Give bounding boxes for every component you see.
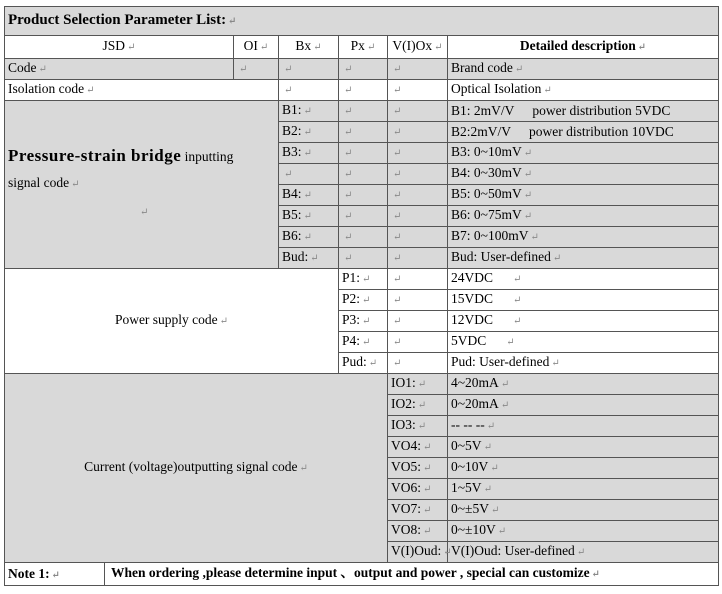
- empty-cell: ↵: [234, 59, 279, 80]
- power-code: Pud: ↵: [339, 353, 388, 374]
- output-code: VO7: ↵: [388, 500, 448, 521]
- output-code: IO3: ↵: [388, 416, 448, 437]
- empty-cell: ↵: [388, 122, 448, 143]
- table-title: Product Selection Parameter List: ↵: [5, 7, 719, 36]
- bridge-code: Bud: ↵: [279, 248, 339, 269]
- header-jsd: JSD ↵: [5, 36, 234, 59]
- power-desc: 24VDC ↵: [448, 269, 719, 290]
- empty-cell: ↵: [388, 164, 448, 185]
- bridge-desc: Bud: User-defined ↵: [448, 248, 719, 269]
- bridge-code: B1: ↵: [279, 101, 339, 122]
- header-oi: OI ↵: [234, 36, 279, 59]
- header-vox: V(I)Ox ↵: [388, 36, 448, 59]
- empty-cell: ↵: [339, 164, 388, 185]
- output-code: VO4: ↵: [388, 437, 448, 458]
- empty-cell: ↵: [388, 206, 448, 227]
- bridge-desc: B1: 2mV/V power distribution 5VDC: [448, 101, 719, 122]
- empty-cell: ↵: [388, 59, 448, 80]
- empty-cell: ↵: [388, 143, 448, 164]
- bridge-code: B2: ↵: [279, 122, 339, 143]
- note-label: Note 1: ↵: [5, 563, 105, 585]
- output-code: IO1: ↵: [388, 374, 448, 395]
- isolation-label: Isolation code ↵: [5, 80, 279, 101]
- note-text: When ordering ,please determine input 、output and power , special can customize ↵: [111, 565, 601, 580]
- power-code: P2: ↵: [339, 290, 388, 311]
- output-code: VO5: ↵: [388, 458, 448, 479]
- empty-cell: ↵: [339, 122, 388, 143]
- output-desc: V(I)Oud: User-defined ↵: [448, 542, 719, 563]
- empty-cell: ↵: [339, 185, 388, 206]
- empty-cell: ↵: [388, 227, 448, 248]
- empty-cell: ↵: [339, 143, 388, 164]
- bridge-desc: B3: 0~10mV ↵: [448, 143, 719, 164]
- bridge-desc: B5: 0~50mV ↵: [448, 185, 719, 206]
- empty-cell: ↵: [339, 80, 388, 101]
- output-code: VO6: ↵: [388, 479, 448, 500]
- output-desc: 0~10V ↵: [448, 458, 719, 479]
- empty-cell: ↵: [388, 311, 448, 332]
- output-label: Current (voltage)outputting signal code ↵: [5, 374, 388, 563]
- code-description: Brand code ↵: [448, 59, 719, 80]
- bridge-code: ↵: [279, 164, 339, 185]
- output-code: V(I)Oud: ↵: [388, 542, 448, 563]
- bridge-desc: B6: 0~75mV ↵: [448, 206, 719, 227]
- power-code: P4: ↵: [339, 332, 388, 353]
- bridge-code: B5: ↵: [279, 206, 339, 227]
- bridge-desc: B2:2mV/V power distribution 10VDC: [448, 122, 719, 143]
- power-desc: Pud: User-defined ↵: [448, 353, 719, 374]
- empty-cell: ↵: [388, 80, 448, 101]
- output-code: VO8: ↵: [388, 521, 448, 542]
- empty-cell: ↵: [388, 248, 448, 269]
- empty-cell: ↵: [279, 80, 339, 101]
- empty-cell: ↵: [339, 227, 388, 248]
- empty-cell: ↵: [339, 248, 388, 269]
- output-code: IO2: ↵: [388, 395, 448, 416]
- header-px: Px ↵: [339, 36, 388, 59]
- power-desc: 12VDC ↵: [448, 311, 719, 332]
- empty-cell: ↵: [388, 185, 448, 206]
- power-desc: 15VDC ↵: [448, 290, 719, 311]
- output-desc: 0~±10V ↵: [448, 521, 719, 542]
- bridge-desc: B4: 0~30mV ↵: [448, 164, 719, 185]
- empty-cell: ↵: [388, 290, 448, 311]
- empty-cell: ↵: [388, 332, 448, 353]
- empty-cell: ↵: [388, 101, 448, 122]
- isolation-description: Optical Isolation ↵: [448, 80, 719, 101]
- bridge-code: B3: ↵: [279, 143, 339, 164]
- header-detailed-description: Detailed description ↵: [448, 36, 719, 59]
- output-desc: 0~±5V ↵: [448, 500, 719, 521]
- note-row: [5, 563, 719, 586]
- parameter-table: [4, 6, 719, 586]
- bridge-code: B4: ↵: [279, 185, 339, 206]
- empty-cell: ↵: [339, 101, 388, 122]
- empty-cell: ↵: [388, 269, 448, 290]
- empty-cell: ↵: [388, 353, 448, 374]
- output-desc: 4~20mA ↵: [448, 374, 719, 395]
- header-bx: Bx ↵: [279, 36, 339, 59]
- bridge-desc: B7: 0~100mV ↵: [448, 227, 719, 248]
- code-label: Code ↵: [5, 59, 234, 80]
- empty-cell: ↵: [339, 59, 388, 80]
- empty-cell: ↵: [339, 206, 388, 227]
- power-code: P3: ↵: [339, 311, 388, 332]
- bridge-label: Pressure-strain bridge inputting signal code ↵ ↵: [5, 101, 279, 269]
- empty-cell: ↵: [279, 59, 339, 80]
- power-desc: 5VDC ↵: [448, 332, 719, 353]
- output-desc: 1~5V ↵: [448, 479, 719, 500]
- output-desc: -- -- -- ↵: [448, 416, 719, 437]
- output-desc: 0~20mA ↵: [448, 395, 719, 416]
- output-desc: 0~5V ↵: [448, 437, 719, 458]
- power-code: P1: ↵: [339, 269, 388, 290]
- bridge-code: B6: ↵: [279, 227, 339, 248]
- power-label: Power supply code ↵: [5, 269, 339, 374]
